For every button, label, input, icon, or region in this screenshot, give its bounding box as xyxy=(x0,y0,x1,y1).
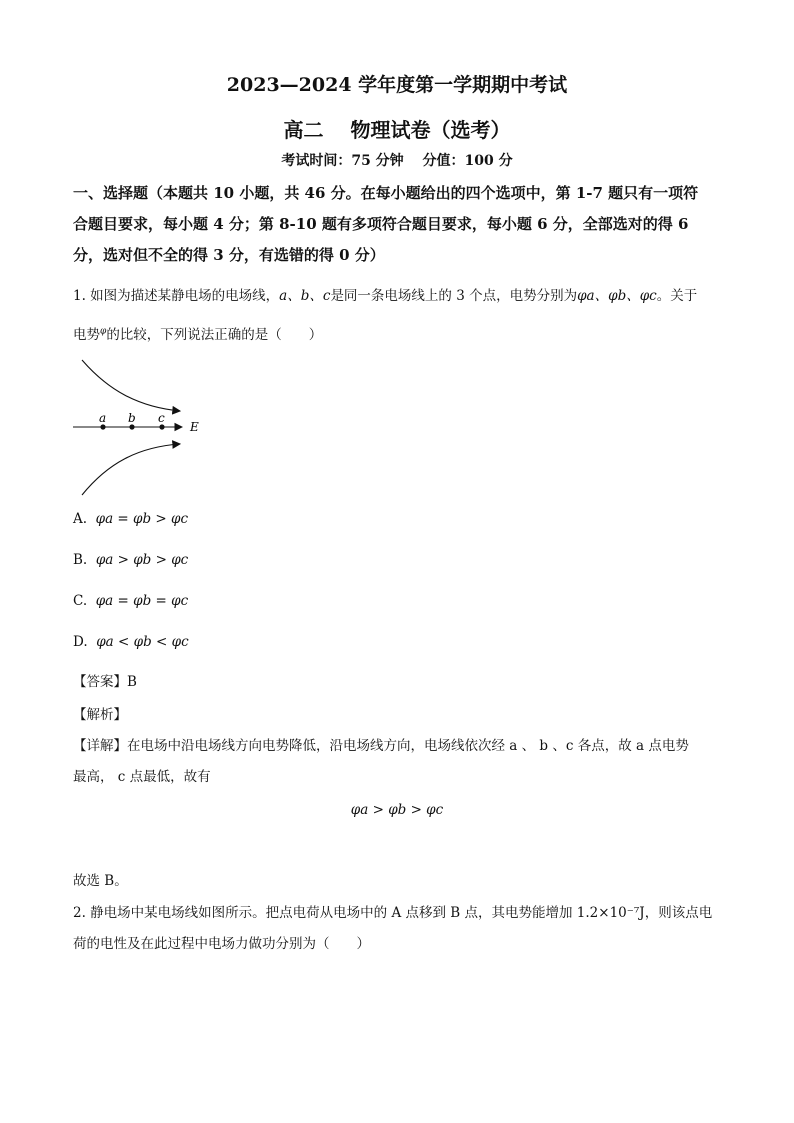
q1-stem-part-c: 。关于 xyxy=(656,288,698,304)
point-a-dot xyxy=(100,424,105,429)
option-letter: A. xyxy=(73,511,88,527)
option-expression: φa < φb < φc xyxy=(96,634,189,650)
exam-subtitle: 高二 物理试卷（选考） xyxy=(283,118,511,142)
option-letter: B. xyxy=(73,552,88,568)
detail-text: 在电场中沿电场线方向电势降低，沿电场线方向，电场线依次经 a 、 b 、c 各点，故 a 点电势 xyxy=(127,738,689,754)
q1-answer xyxy=(73,670,137,690)
field-label-E: E xyxy=(190,420,199,434)
q1-stem-line2-phi: φ xyxy=(100,326,107,337)
q1-stem-part-a: 1. 如图为描述某静电场的电场线， xyxy=(73,288,280,304)
q1-stem-phis: φa、φb、φc xyxy=(577,288,657,304)
section-instructions-line-2: 合题目要求，每小题 4 分；第 8-10 题有多项符合题目要求，每小题 6 分，全部选对的得 6 xyxy=(73,215,689,233)
point-c-label: c xyxy=(158,411,165,425)
q1-field-figure xyxy=(68,355,218,505)
answer-tag: 【答案】 xyxy=(73,674,127,690)
point-b-dot xyxy=(129,424,134,429)
point-c-dot xyxy=(159,424,164,429)
option-expression: φa = φb = φc xyxy=(95,593,189,609)
field-line-lower xyxy=(82,444,180,495)
q1-analysis-tag: 【解析】 xyxy=(73,707,127,723)
q1-stem-part-b: 是同一条电场线上的 3 个点，电势分别为 xyxy=(330,288,578,304)
q1-stem-line2-a: 电势 xyxy=(73,327,100,343)
q1-stem-vars: a、b、c xyxy=(279,288,331,304)
point-a-label: a xyxy=(99,411,107,425)
exam-info: 考试时间：75 分钟 分值：100 分 xyxy=(281,153,513,169)
q1-detail-line-2: 最高， c 点最低，故有 xyxy=(73,769,211,785)
q1-detail-line-1 xyxy=(73,734,689,754)
section-instructions-line-1: 一、选择题（本题共 10 小题，共 46 分。在每小题给出的四个选项中，第 1-7 题只有一项符 xyxy=(73,184,699,202)
detail-tag: 【详解】 xyxy=(73,738,127,754)
point-b-label: b xyxy=(128,411,136,425)
q1-stem-line-1 xyxy=(73,284,697,304)
field-line-upper xyxy=(82,360,180,411)
q1-option-c xyxy=(73,593,188,609)
q1-option-d xyxy=(73,634,189,650)
q1-stem-line2-b: 的比较，下列说法正确的是（ ） xyxy=(106,327,323,343)
q1-option-a xyxy=(73,511,188,527)
exam-title: 2023—2024 学年度第一学期期中考试 xyxy=(226,74,568,96)
section-instructions-line-3: 分，选对但不全的得 3 分，有选错的得 0 分） xyxy=(73,246,385,264)
option-expression: φa > φb > φc xyxy=(95,552,189,568)
q1-option-b xyxy=(73,552,188,568)
q1-formula: φa > φb > φc xyxy=(350,802,444,818)
q2-stem-line-2: 荷的电性及在此过程中电场力做功分别为（ ） xyxy=(73,936,370,952)
q2-stem-line-1: 2. 静电场中某电场线如图所示。把点电荷从电场中的 A 点移到 B 点，其电势能增加 1.2×10⁻⁷J，则该点电 xyxy=(73,905,713,921)
option-letter: C. xyxy=(73,593,88,609)
q1-conclusion: 故选 B。 xyxy=(73,873,128,889)
answer-value: B xyxy=(127,674,137,690)
q1-stem-line-2 xyxy=(73,323,322,343)
option-expression: φa = φb > φc xyxy=(95,511,189,527)
option-letter: D. xyxy=(73,634,88,650)
